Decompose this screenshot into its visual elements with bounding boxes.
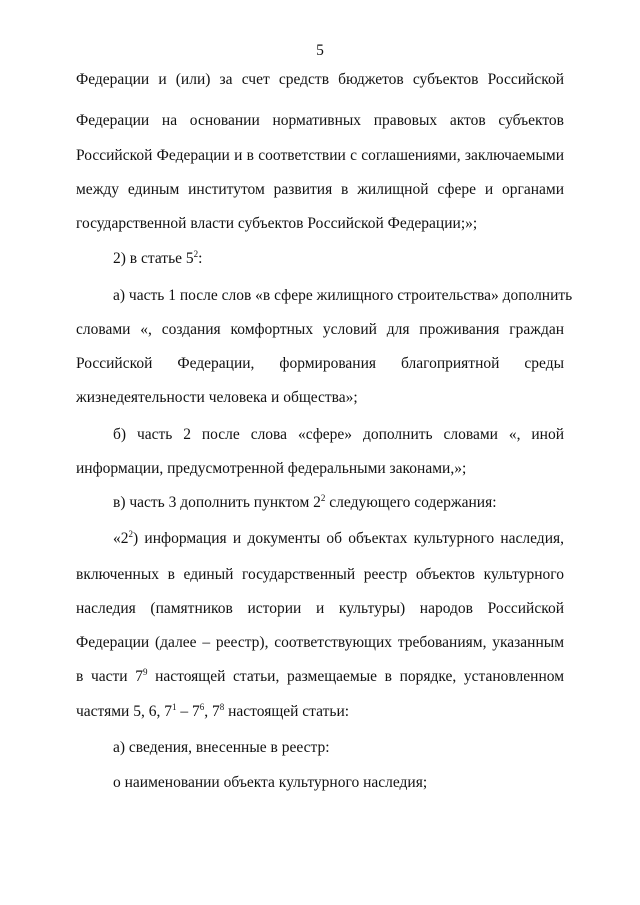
text-fragment: настоящей статьи: xyxy=(224,703,350,720)
text-line: а) сведения, внесенные в реестр: xyxy=(113,739,330,756)
superscript: 9 xyxy=(142,667,148,677)
text-fragment: частями 5, 6, 7 xyxy=(76,703,172,720)
text-fragment: ) информация и документы об объектах культурного наследия, xyxy=(133,530,564,547)
text-line xyxy=(76,667,564,687)
list-item-heading xyxy=(113,249,564,269)
page-number: 5 xyxy=(316,42,324,59)
text-line: о наименовании объекта культурного наследия; xyxy=(113,774,428,791)
text-line: наследия (памятников истории и культуры) народов Российской xyxy=(76,600,564,617)
text-line: Федерации на основании нормативных правовых актов субъектов xyxy=(76,112,564,129)
text-fragment: 2) в статье 5 xyxy=(113,250,194,267)
superscript: 8 xyxy=(219,702,225,712)
text-line: Российской Федерации, формирования благоприятной среды xyxy=(76,355,564,372)
text-line: Федерации и (или) за счет средств бюджетов субъектов Российской xyxy=(76,71,564,88)
text-line: жизнедеятельности человека и общества»; xyxy=(76,389,358,406)
text-line xyxy=(113,493,564,513)
text-fragment: следующего содержания: xyxy=(325,494,497,511)
text-line: между единым институтом развития в жилищной сфере и органами xyxy=(76,181,564,198)
superscript: 2 xyxy=(193,249,199,259)
text-line: Российской Федерации и в соответствии с соглашениями, заключаемыми xyxy=(76,147,564,164)
text-line: б) часть 2 после слова «сфере» дополнить словами «, иной xyxy=(113,426,564,443)
text-fragment: : xyxy=(198,250,203,267)
text-fragment: в части 7 xyxy=(76,668,143,685)
text-fragment: , 7 xyxy=(204,703,220,720)
text-fragment: в) часть 3 дополнить пунктом 2 xyxy=(113,494,321,511)
text-fragment: «2 xyxy=(113,530,129,547)
superscript: 1 xyxy=(171,702,177,712)
superscript: 2 xyxy=(128,529,133,539)
text-line xyxy=(113,529,564,549)
text-line xyxy=(76,702,564,722)
superscript: 6 xyxy=(199,702,205,712)
text-fragment: – 7 xyxy=(176,703,200,720)
text-line: Федерации (далее – реестр), соответствующих требованиям, указанным xyxy=(76,634,564,651)
text-line: включенных в единый государственный реестр объектов культурного xyxy=(76,566,564,583)
text-line: государственной власти субъектов Российской Федерации;»; xyxy=(76,215,478,232)
text-line: словами «, создания комфортных условий для проживания граждан xyxy=(76,321,564,338)
superscript: 2 xyxy=(320,493,326,503)
text-fragment: настоящей статьи, размещаемые в порядке, установленном xyxy=(147,668,564,685)
text-line: информации, предусмотренной федеральными законами,»; xyxy=(76,460,467,477)
text-line: а) часть 1 после слов «в сфере жилищного строительства» дополнить xyxy=(113,287,573,304)
